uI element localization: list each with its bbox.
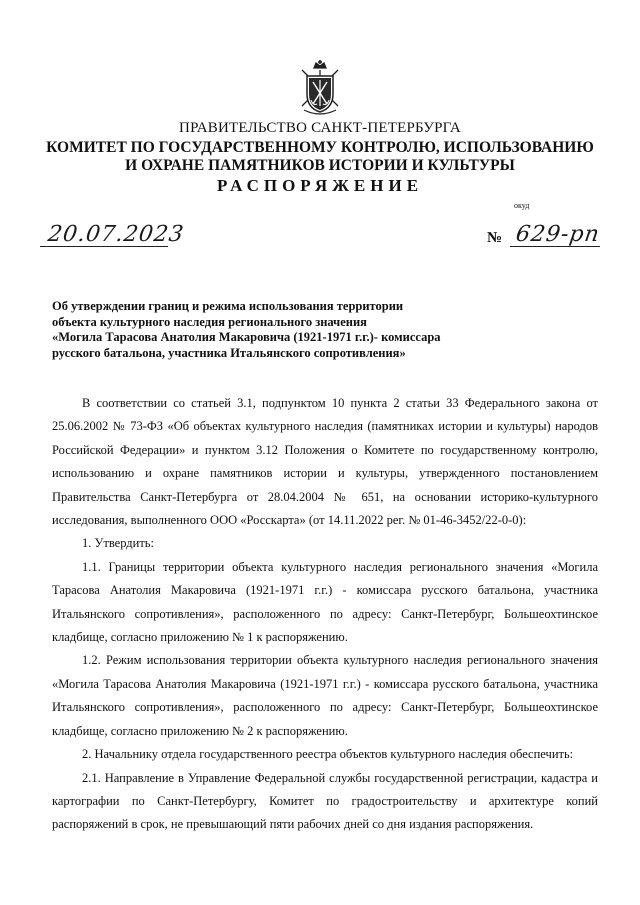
handwritten-date: 20.07.2023 (46, 222, 186, 247)
preamble-paragraph: В соответствии со статьей 3.1, подпунктом 10 пункта 2 статьи 33 Федерального закона от 25.06.2002 № 73-ФЗ «Об объектах культурного наследия (памятниках истории и культуры) народов Российской Федерации» и пунктом 3.12 Положения о Комитете по государственному контролю, использованию и охране памятников истории и культуры, утвержденного постановлением Правительства Санкт-Петербурга от 28.04.2004 № 651, на основании историко-культурного исследования, выполненного ООО «Росскарта» (от 14.11.2022 рег. № 01-46-3452/22-0-0): (52, 396, 598, 528)
committee-name-line1: КОМИТЕТ ПО ГОСУДАРСТВЕННОМУ КОНТРОЛЮ, ИСПОЛЬЗОВАНИЮ (46, 139, 594, 156)
committee-name (0, 139, 640, 175)
subject-line: русского батальона, участника Итальянского сопротивления» (52, 345, 406, 360)
number-sign: № (487, 230, 503, 246)
document-subject (52, 299, 492, 361)
handwritten-number: 629-рп (514, 222, 602, 247)
number-underline (510, 246, 600, 247)
item-1-1: 1.1. Границы территории объекта культурного наследия регионального значения «Могила Тарасова Анатолия Макаровича (1921-1971 г.г.) - комиссара русского батальона, участника Итальянского сопротивления», расположенного по адресу: Санкт-Петербург, Большеохтинское кладбище, согласно приложению № 1 к распоряжению. (52, 559, 598, 645)
document-type-title: РАСПОРЯЖЕНИЕ (216, 176, 424, 195)
subject-line: Об утверждении границ и режима использования территории (52, 299, 404, 313)
okud-label: окуд (514, 201, 530, 210)
date-underline (40, 246, 168, 247)
item-2: 2. Начальнику отдела государственного реестра объектов культурного наследия обеспечить: (82, 747, 574, 762)
item-2-1: 2.1. Направление в Управление Федеральной службы государственной регистрации, кадастра и картографии по Санкт-Петербургу, Комитет по градостроительству и архитектуре копий распоряжений в срок, не превышающий пяти рабочих дней со дня издания распоряжения. (52, 770, 598, 832)
government-name: ПРАВИТЕЛЬСТВО САНКТ-ПЕТЕРБУРГА (179, 120, 461, 136)
document-body (52, 392, 598, 837)
item-1: 1. Утвердить: (82, 536, 154, 551)
subject-line: объекта культурного наследия регионального значения (52, 314, 367, 329)
item-1-2: 1.2. Режим использования территории объекта культурного наследия регионального значения «Могила Тарасова Анатолия Макаровича (1921-1971 г.г.) - комиссара русского батальона, участника Итальянского сопротивления», расположенного по адресу: Санкт-Петербург, Большеохтинское кладбище, согласно приложению № 2 к распоряжению. (52, 653, 598, 738)
subject-line: «Могила Тарасова Анатолия Макаровича (1921-1971 г.г.)- комиссара (52, 330, 441, 344)
coat-of-arms-icon (298, 60, 342, 116)
committee-name-line2: И ОХРАНЕ ПАМЯТНИКОВ ИСТОРИИ И КУЛЬТУРЫ (125, 157, 515, 174)
